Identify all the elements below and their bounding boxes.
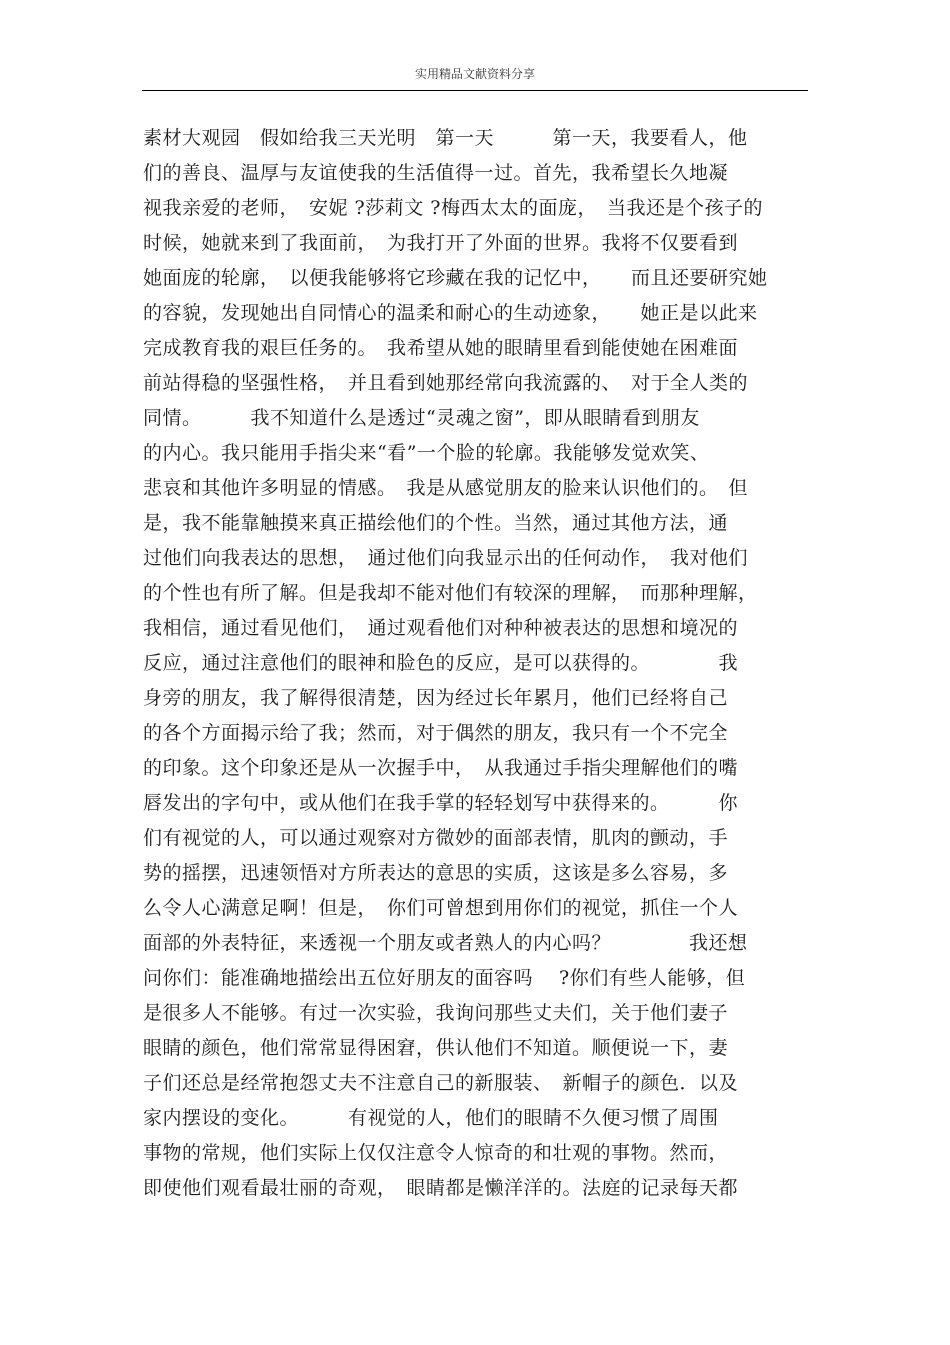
text-line: 反应，通过注意他们的眼神和脸色的反应，是可以获得的。 我 [143, 652, 739, 674]
text-line: 素材大观园 假如给我三天光明 第一天 第一天，我要看人，他 [143, 127, 748, 149]
text-line: 的印象。这个印象还是从一次握手中， 从我通过手指尖理解他们的嘴 [143, 757, 739, 779]
text-line: 完成教育我的艰巨任务的。 我希望从她的眼睛里看到能使她在困难面 [143, 337, 739, 359]
text-line: 家内摆设的变化。 有视觉的人，他们的眼睛不久便习惯了周围 [143, 1107, 719, 1129]
text-line: 我相信，通过看见他们， 通过观看他们对种种被表达的思想和境况的 [143, 617, 739, 639]
text-line: 身旁的朋友，我了解得很清楚，因为经过长年累月，他们已经将自己 [143, 687, 729, 709]
text-line: 们的善良、温厚与友谊使我的生活值得一过。首先，我希望长久地凝 [143, 162, 729, 184]
text-line: 么令人心满意足啊！但是， 你们可曾想到用你们的视觉，抓住一个人 [143, 897, 739, 919]
text-line: 势的摇摆，迅速领悟对方所表达的意思的实质，这该是多么容易，多 [143, 862, 729, 884]
text-line: 是很多人不能够。有过一次实验，我询问那些丈夫们，关于他们妻子 [143, 1002, 729, 1024]
text-line: 的容貌，发现她出自同情心的温柔和耐心的生动迹象， 她正是以此来 [143, 302, 758, 324]
text-line: 同情。 我不知道什么是透过“灵魂之窗”，即从眼睛看到朋友 [143, 407, 700, 429]
text-line: 眼睛的颜色，他们常常显得困窘，供认他们不知道。顺便说一下，妻 [143, 1037, 729, 1059]
body-text [143, 121, 823, 1206]
text-line: 们有视觉的人，可以通过观察对方微妙的面部表情，肌肉的颤动，手 [143, 827, 729, 849]
text-line: 即使他们观看最壮丽的奇观， 眼睛都是懒洋洋的。法庭的记录每天都 [143, 1177, 739, 1199]
text-line: 视我亲爱的老师， 安妮 ?莎莉文 ?梅西太太的面庞， 当我还是个孩子的 [143, 197, 763, 219]
text-line: 前站得稳的坚强性格， 并且看到她那经常向我流露的、 对于全人类的 [143, 372, 749, 394]
text-line: 的个性也有所了解。但是我却不能对他们有较深的理解， 而那种理解， [143, 582, 758, 604]
text-line: 事物的常规，他们实际上仅仅注意令人惊奇的和壮观的事物。然而， [143, 1142, 729, 1164]
text-line: 是，我不能靠触摸来真正描绘他们的个性。当然，通过其他方法，通 [143, 512, 729, 534]
text-line: 子们还总是经常抱怨丈夫不注意自己的新服装、 新帽子的颜色．以及 [143, 1072, 739, 1094]
text-line: 时候，她就来到了我面前， 为我打开了外面的世界。我将不仅要看到 [143, 232, 739, 254]
text-line: 的内心。我只能用手指尖来“看”一个脸的轮廓。我能够发觉欢笑、 [143, 442, 710, 464]
text-line: 的各个方面揭示给了我；然而，对于偶然的朋友，我只有一个不完全 [143, 722, 729, 744]
text-line: 面部的外表特征，来透视一个朋友或者熟人的内心吗？ 我还想 [143, 932, 748, 954]
header-divider [142, 90, 808, 91]
text-line: 悲哀和其他许多明显的情感。 我是从感觉朋友的脸来认识他们的。 但 [143, 477, 749, 499]
text-line: 她面庞的轮廓， 以便我能够将它珍藏在我的记忆中， 而且还要研究她 [143, 267, 768, 289]
page-header: 实用精品文献资料分享 [414, 67, 535, 81]
text-line: 唇发出的字句中，或从他们在我手掌的轻轻划写中获得来的。 你 [143, 792, 739, 814]
text-line: 过他们向我表达的思想， 通过他们向我显示出的任何动作， 我对他们 [143, 547, 749, 569]
text-line: 问你们：能准确地描绘出五位好朋友的面容吗 ?你们有些人能够，但 [143, 967, 746, 989]
